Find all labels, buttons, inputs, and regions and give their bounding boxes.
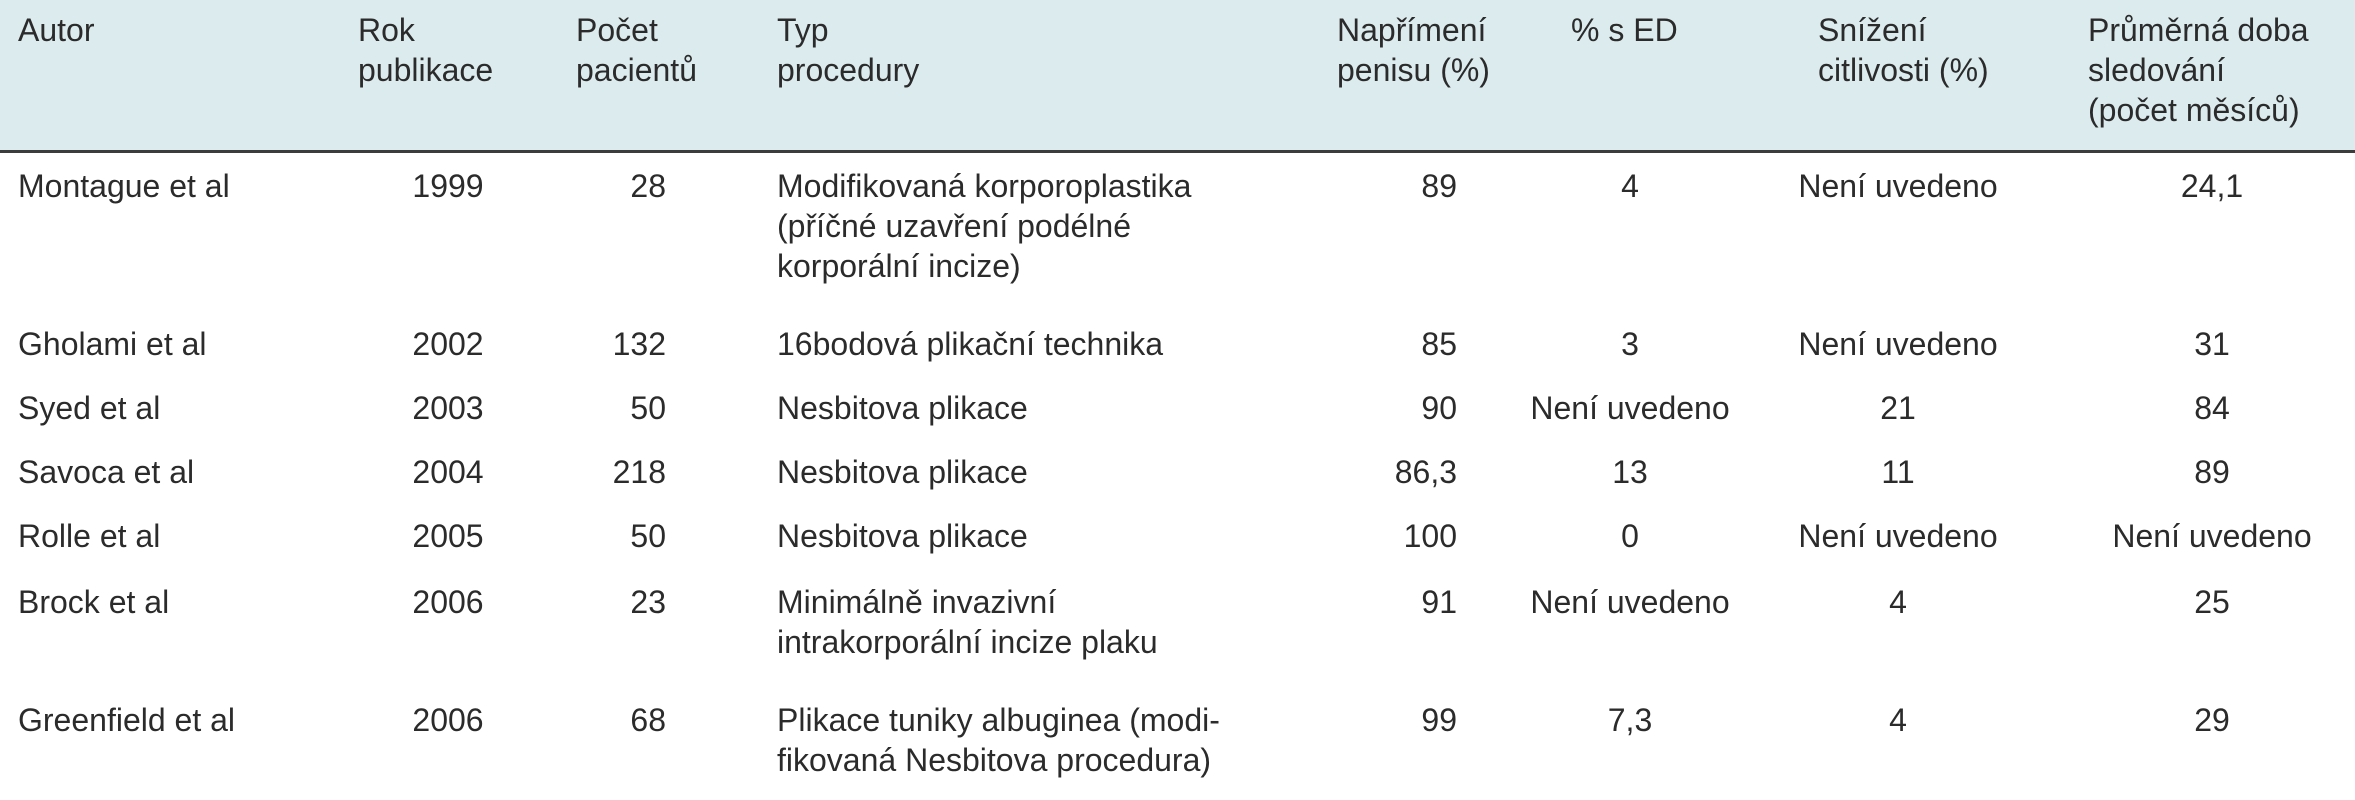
cell-pocet: 218 xyxy=(612,454,666,490)
header-rok-line-1: Rok xyxy=(358,12,415,48)
cell-ed: 7,3 xyxy=(1607,702,1653,738)
cell-typ-line-1: Plikace tuniky albuginea (modi- xyxy=(777,702,1220,738)
header-pocet-line-1: Počet xyxy=(576,12,658,48)
cell-autor: Savoca et al xyxy=(18,454,195,490)
header-doba-line-3: (počet měsíců) xyxy=(2088,92,2300,128)
cell-autor: Syed et al xyxy=(18,390,161,426)
cell-ed: 13 xyxy=(1612,454,1648,490)
header-rok-line-2: publikace xyxy=(358,52,494,88)
cell-typ-line-2: fikovaná Nesbitova procedura) xyxy=(777,742,1212,778)
cell-typ-line-3: korporální incize) xyxy=(777,248,1021,284)
header-ed xyxy=(1571,10,1711,50)
header-rok xyxy=(358,10,528,90)
cell-autor: Rolle et al xyxy=(18,518,161,554)
cell-citlivost: 11 xyxy=(1881,454,1915,490)
cell-doba: 24,1 xyxy=(2180,168,2244,204)
cell-citlivost: Není uvedeno xyxy=(1798,518,1998,554)
cell-typ-line-1: Nesbitova plikace xyxy=(777,518,1028,554)
header-citlivost-line-1: Snížení xyxy=(1818,12,1927,48)
cell-typ-line-1: Modifikovaná korporoplastika xyxy=(777,168,1192,204)
cell-ed: Není uvedeno xyxy=(1530,390,1730,426)
header-doba-line-1: Průměrná doba xyxy=(2088,12,2309,48)
cell-typ-line-1: Nesbitova plikace xyxy=(777,454,1028,490)
header-typ xyxy=(777,10,1027,90)
cell-rok: 2004 xyxy=(412,454,484,490)
cell-typ-line-1: Nesbitova plikace xyxy=(777,390,1028,426)
header-autor xyxy=(18,10,318,50)
cell-ed: 0 xyxy=(1621,518,1639,554)
cell-doba: Není uvedeno xyxy=(2112,518,2312,554)
cell-rok: 2005 xyxy=(412,518,484,554)
cell-typ-line-1: Minimálně invazivní xyxy=(777,584,1057,620)
header-pocet xyxy=(576,10,756,90)
header-citlivost xyxy=(1818,10,2048,90)
cell-typ xyxy=(777,516,1317,556)
header-naprimeni-line-2: penisu (%) xyxy=(1337,52,1490,88)
cell-doba: 25 xyxy=(2194,584,2230,620)
header-pocet-line-2: pacientů xyxy=(576,52,697,88)
header-doba xyxy=(2088,10,2338,130)
cell-doba: 29 xyxy=(2194,702,2230,738)
cell-ed: 3 xyxy=(1621,326,1639,362)
header-divider xyxy=(0,150,2355,153)
cell-naprimeni: 86,3 xyxy=(1394,454,1457,490)
cell-rok: 2006 xyxy=(412,702,484,738)
header-doba-line-2: sledování xyxy=(2088,52,2225,88)
cell-typ xyxy=(777,166,1317,286)
cell-doba: 89 xyxy=(2194,454,2230,490)
cell-typ-line-2: (příčné uzavření podélné xyxy=(777,208,1131,244)
header-ed-line: % s ED xyxy=(1571,12,1678,48)
cell-rok: 2002 xyxy=(412,326,484,362)
cell-rok: 2006 xyxy=(412,584,484,620)
cell-autor: Montague et al xyxy=(18,168,230,204)
header-autor-line: Autor xyxy=(18,12,95,48)
cell-naprimeni: 91 xyxy=(1421,584,1457,620)
header-naprimeni-line-1: Napřímení xyxy=(1337,12,1487,48)
cell-naprimeni: 90 xyxy=(1421,390,1457,426)
header-typ-line-2: procedury xyxy=(777,52,920,88)
cell-pocet: 23 xyxy=(630,584,666,620)
cell-citlivost: Není uvedeno xyxy=(1798,168,1998,204)
cell-citlivost: 4 xyxy=(1889,702,1907,738)
cell-citlivost: 21 xyxy=(1880,390,1916,426)
cell-autor: Gholami et al xyxy=(18,326,207,362)
cell-rok: 1999 xyxy=(412,168,484,204)
cell-typ-line-1: 16bodová plikační technika xyxy=(777,326,1164,362)
cell-typ xyxy=(777,700,1317,780)
cell-typ xyxy=(777,582,1317,662)
cell-doba: 31 xyxy=(2194,326,2230,362)
cell-naprimeni: 99 xyxy=(1421,702,1457,738)
cell-pocet: 50 xyxy=(630,518,666,554)
cell-typ-line-2: intrakorporální incize plaku xyxy=(777,624,1158,660)
cell-typ xyxy=(777,452,1317,492)
cell-citlivost: Není uvedeno xyxy=(1798,326,1998,362)
cell-autor: Brock et al xyxy=(18,584,170,620)
cell-naprimeni: 100 xyxy=(1403,518,1457,554)
header-citlivost-line-2: citlivosti (%) xyxy=(1818,52,1989,88)
cell-typ xyxy=(777,388,1317,428)
header-naprimeni xyxy=(1337,10,1527,90)
cell-naprimeni: 85 xyxy=(1421,326,1457,362)
cell-ed: Není uvedeno xyxy=(1530,584,1730,620)
cell-pocet: 132 xyxy=(612,326,666,362)
header-typ-line-1: Typ xyxy=(777,12,829,48)
cell-doba: 84 xyxy=(2194,390,2230,426)
cell-ed: 4 xyxy=(1621,168,1639,204)
cell-autor: Greenfield et al xyxy=(18,702,236,738)
cell-typ xyxy=(777,324,1317,364)
cell-rok: 2003 xyxy=(412,390,484,426)
cell-pocet: 28 xyxy=(630,168,666,204)
cell-pocet: 50 xyxy=(630,390,666,426)
cell-citlivost: 4 xyxy=(1889,584,1907,620)
cell-naprimeni: 89 xyxy=(1421,168,1457,204)
cell-pocet: 68 xyxy=(630,702,666,738)
